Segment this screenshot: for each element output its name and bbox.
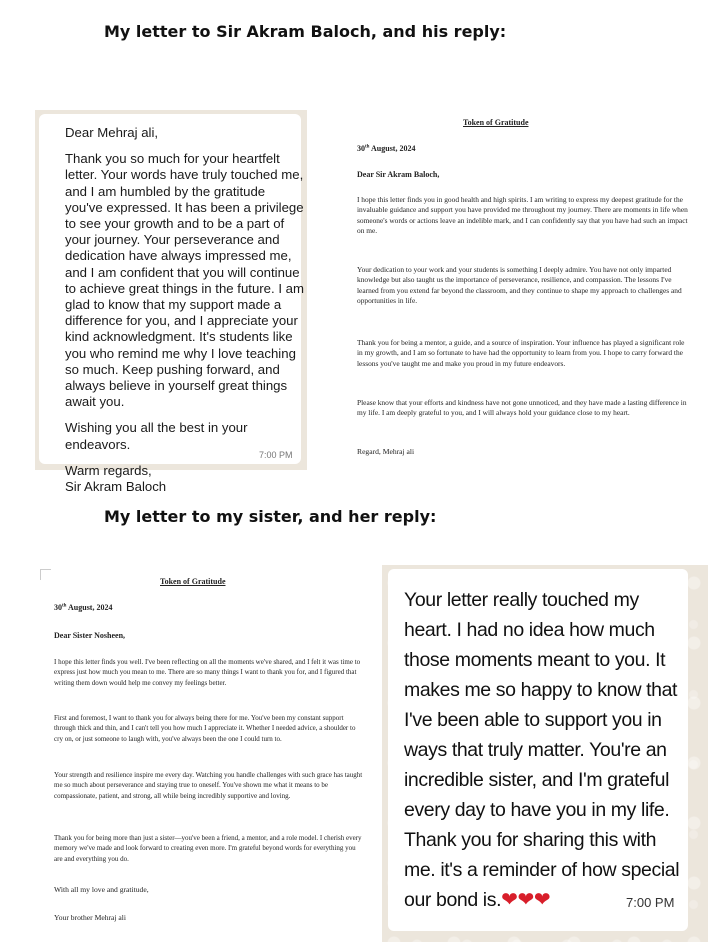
letter-paragraph: First and foremost, I want to thank you for always being there for me. You've been my constant support through thick and thin, and I can't tell you how much I appreciate it. Whether I needed advice, a shoulder to cry on, or just someone to laugh with, you've always been the one I could turn to. [54,714,356,743]
letter-paragraph: Thank you for being more than just a sister—you've been a friend, a mentor, and a role model. I cherish every memory we've made and look forward to creating even more. I'm grateful beyond words for everything you are and everything you do. [54,834,362,863]
letter-paragraph: Thank you for being a mentor, a guide, and a source of inspiration. Your influence has played a significant role in my growth, and I am so fortunate to have had the opportunity to learn from you. I hope to carry forward the lessons you've taught me and make you proud in my future endeavors. [357,338,685,368]
section-heading-sister: My letter to my sister, and her reply: [104,507,437,526]
letter-paragraph: Your strength and resilience inspire me every day. Watching you handle challenges with such grace has taught me so much about perseverance and staying true to oneself. You've shown me what it means to be compassionate, patient, and strong, all while being incredibly supportive and loving. [54,771,363,800]
reply-body: Thank you so much for your heartfelt letter. Your words have truly touched me, and I am humbled by the gratitude you've expressed. It has been a privilege to see your growth and to be a part of your journey. Your perseverance and dedication have always impressed me, and I am confident that you will continue to achieve great things in the future. I am glad to know that my support made a difference for you, and I appreciate your kind acknowledgment. It's students like you who remind me why I love teaching so much. Keep pushing forward, and always believe in yourself great things await you. [65,151,304,410]
letter-to-teacher [345,110,707,470]
reply-wish: Wishing you all the best in your endeavors. [65,420,248,452]
section-heading-teacher: My letter to Sir Akram Baloch, and his reply: [104,22,507,41]
reply-closing: Warm regards, [65,462,152,478]
heart-emoji-icon: ❤❤❤ [501,889,551,911]
letter-title: Token of Gratitude [463,118,529,127]
message-timestamp: 7:00 PM [259,450,293,460]
letter-paragraph: I hope this letter finds you in good health and high spirits. I am writing to express my deepest gratitude for the invaluable guidance and support you have provided me throughout my journey. There are moments in life when someone's words or actions leave an indelible mark, and I can confidently say that you have had such an impact on me. [357,195,688,236]
letter-date: 30th August, 2024 [54,603,113,612]
letter-greeting: Dear Sister Nosheen, [54,631,126,640]
sister-reply-bubble [388,569,688,931]
letter-signoff: Regard, Mehraj ali [357,447,415,456]
message-timestamp: 7:00 PM [626,895,675,910]
letter-title: Token of Gratitude [160,577,226,586]
teacher-reply-screenshot [35,110,307,495]
teacher-reply-text [65,125,305,495]
reply-signature: Sir Akram Baloch [65,479,167,495]
letter-date: 30th August, 2024 [357,144,416,153]
letter-love-line: With all my love and gratitude, [54,885,149,894]
letter-paragraph: I hope this letter finds you well. I've been reflecting on all the moments we've shared, and I felt it was time to express just how much you mean to me. There are so many things I want to thank you for, and I figured that writing them down would help me convey my feelings better. [54,658,361,687]
teacher-reply-bubble [39,114,304,495]
letter-to-sister [32,565,372,942]
letter-signoff: Your brother Mehraj ali [54,913,126,922]
sister-reply-text [404,585,689,915]
page-corner-mark [40,569,51,580]
reply-greeting: Dear Mehraj ali, [65,125,159,140]
sister-reply-body: Your letter really touched my heart. I had no idea how much those moments meant to you. It makes me so happy to know that I've been able to support you in ways that truly matter. You're an incredible sister, and I'm grateful every day to have you in my life. Thank you for sharing this with me. it's a reminder of how special our bond is. [404,589,680,911]
letter-paragraph: Please know that your efforts and kindness have not gone unnoticed, and they have made a lasting difference in my life. I am deeply grateful to you, and I will always hold your guidance close to my heart. [357,398,687,418]
letter-paragraph: Your dedication to your work and your students is something I deeply admire. You have not only imparted knowledge but also taught us the importance of perseverance, resilience, and compassion. The lessons I've learned from you extend far beyond the classroom, and they continue to shape my approach to challenges and opportunities in life. [357,265,682,306]
sister-reply-screenshot [382,565,708,942]
letter-greeting: Dear Sir Akram Baloch, [357,170,440,179]
